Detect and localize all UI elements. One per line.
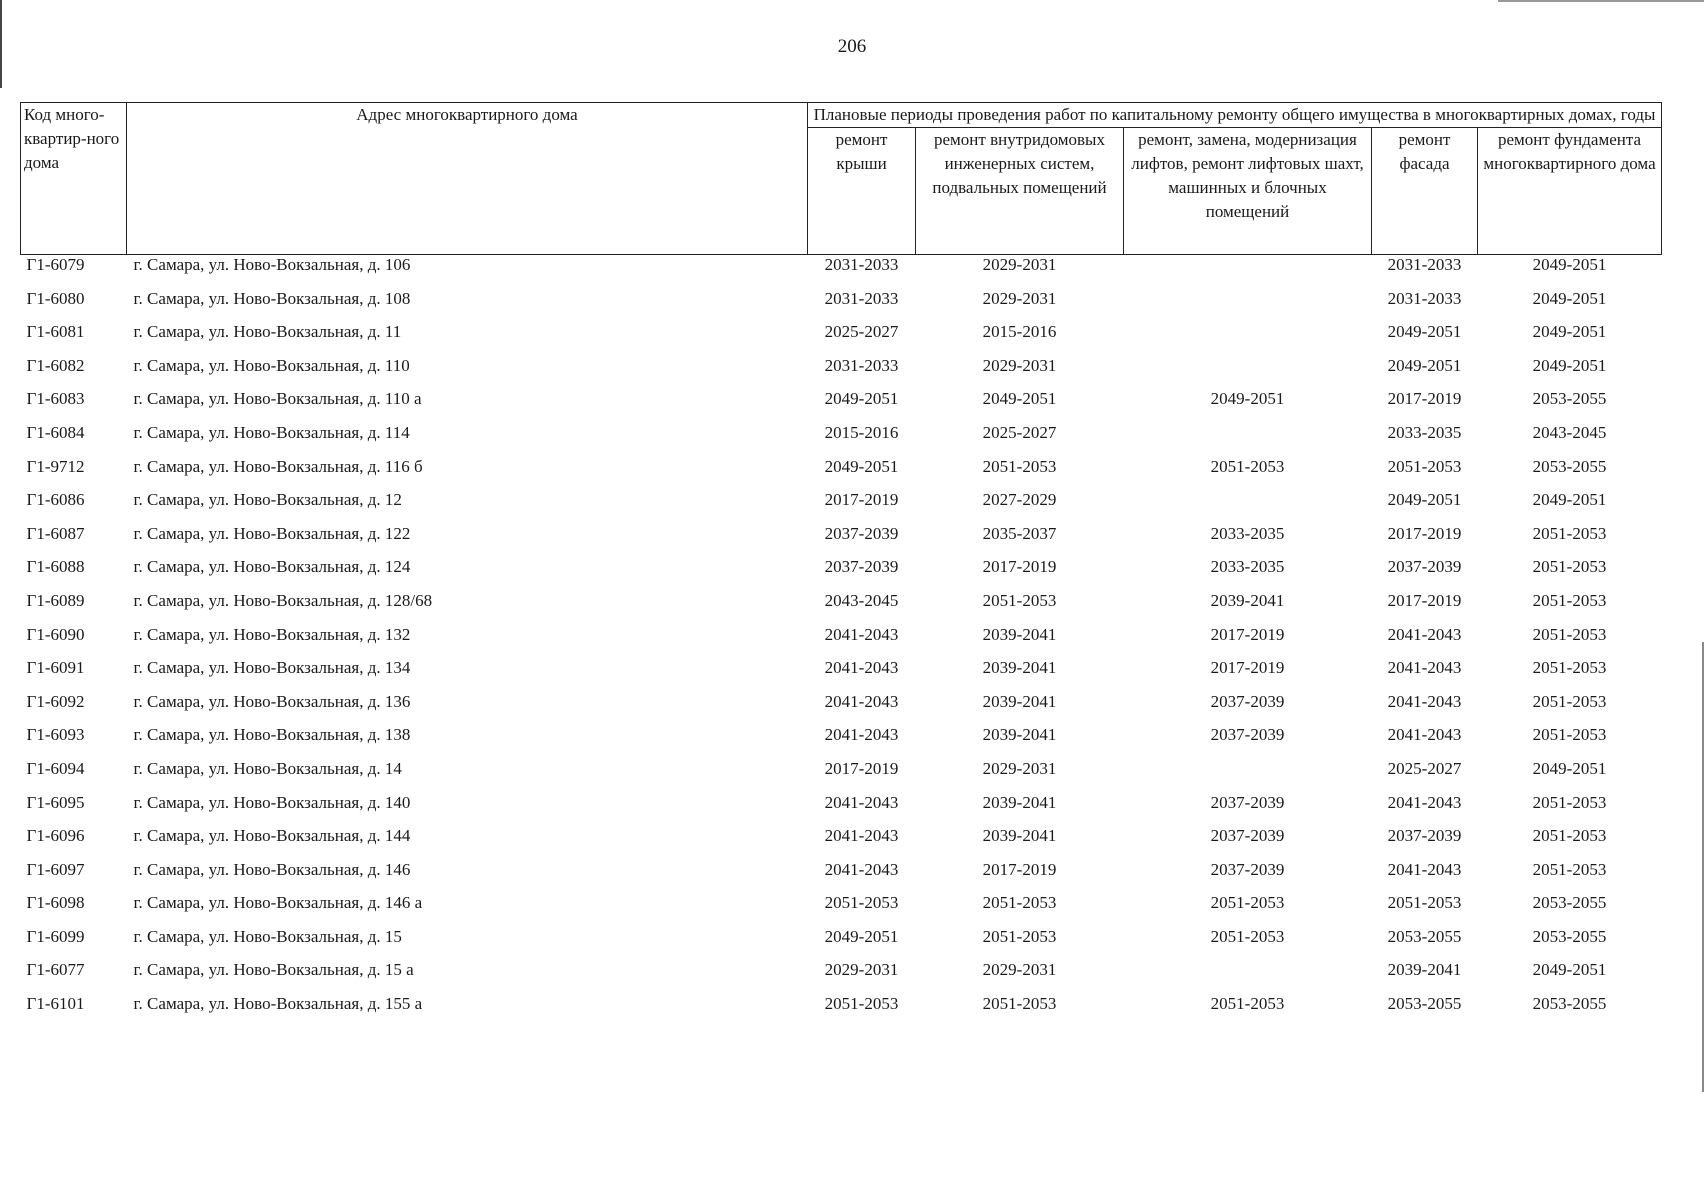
cell-roof: 2041-2043 xyxy=(824,725,899,745)
cell-lifts: 2051-2053 xyxy=(1210,926,1285,946)
cell-roof: 2043-2045 xyxy=(824,590,899,610)
cell-address: г. Самара, ул. Ново-Вокзальная, д. 11 xyxy=(133,322,402,342)
cell-foundation: 2051-2053 xyxy=(1532,859,1607,879)
cell-lifts: 2033-2035 xyxy=(1210,523,1285,543)
cell-code: Г1-6090 xyxy=(26,624,85,644)
cell-roof: 2051-2053 xyxy=(824,893,899,913)
cell-foundation: 2051-2053 xyxy=(1532,725,1607,745)
cell-facade: 2037-2039 xyxy=(1387,557,1462,577)
cell-lifts: 2049-2051 xyxy=(1210,389,1285,409)
cell-lifts xyxy=(1124,289,1372,323)
table-row xyxy=(21,423,1662,457)
cell-address: г. Самара, ул. Ново-Вокзальная, д. 146 xyxy=(133,859,411,879)
cell-facade: 2033-2035 xyxy=(1387,422,1462,442)
cell-code: Г1-6101 xyxy=(26,994,85,1014)
cell-code: Г1-6080 xyxy=(26,288,85,308)
cell-roof: 2017-2019 xyxy=(824,758,899,778)
table-row xyxy=(21,826,1662,860)
cell-facade: 2053-2055 xyxy=(1387,994,1462,1014)
cell-address: г. Самара, ул. Ново-Вокзальная, д. 134 xyxy=(133,658,411,678)
table-header xyxy=(21,103,1662,255)
cell-lifts: 2017-2019 xyxy=(1210,658,1285,678)
cell-roof: 2041-2043 xyxy=(824,826,899,846)
cell-lifts xyxy=(1124,322,1372,356)
cell-facade: 2039-2041 xyxy=(1387,960,1462,980)
cell-code: Г1-6092 xyxy=(26,691,85,711)
cell-address: г. Самара, ул. Ново-Вокзальная, д. 132 xyxy=(133,624,411,644)
cell-code: Г1-6097 xyxy=(26,859,85,879)
cell-facade: 2037-2039 xyxy=(1387,826,1462,846)
cell-foundation: 2049-2051 xyxy=(1532,960,1607,980)
cell-engineering: 2029-2031 xyxy=(982,355,1057,375)
header-facade: ремонт фасада xyxy=(1372,128,1478,255)
cell-engineering: 2051-2053 xyxy=(982,994,1057,1014)
cell-facade: 2017-2019 xyxy=(1387,590,1462,610)
cell-facade: 2049-2051 xyxy=(1387,490,1462,510)
cell-address: г. Самара, ул. Ново-Вокзальная, д. 106 xyxy=(133,255,411,274)
cell-engineering: 2017-2019 xyxy=(982,859,1057,879)
cell-roof: 2049-2051 xyxy=(824,926,899,946)
cell-engineering: 2035-2037 xyxy=(982,523,1057,543)
header-periods-group: Плановые периоды проведения работ по капитальному ремонту общего имущества в многоквартирных домах, годы xyxy=(808,103,1662,128)
cell-lifts xyxy=(1124,356,1372,390)
cell-roof: 2049-2051 xyxy=(824,389,899,409)
cell-facade: 2053-2055 xyxy=(1387,926,1462,946)
header-foundation: ремонт фундамента многоквартирного дома xyxy=(1478,128,1662,255)
cell-foundation: 2051-2053 xyxy=(1532,624,1607,644)
cell-address: г. Самара, ул. Ново-Вокзальная, д. 110 а xyxy=(133,389,422,409)
cell-foundation: 2051-2053 xyxy=(1532,826,1607,846)
cell-foundation: 2051-2053 xyxy=(1532,557,1607,577)
cell-code: Г1-6089 xyxy=(26,590,85,610)
cell-roof: 2049-2051 xyxy=(824,456,899,476)
cell-lifts: 2037-2039 xyxy=(1210,859,1285,879)
cell-lifts: 2017-2019 xyxy=(1210,624,1285,644)
cell-address: г. Самара, ул. Ново-Вокзальная, д. 146 а xyxy=(133,893,423,913)
table-row xyxy=(21,322,1662,356)
cell-engineering: 2039-2041 xyxy=(982,691,1057,711)
cell-address: г. Самара, ул. Ново-Вокзальная, д. 124 xyxy=(133,557,411,577)
cell-foundation: 2049-2051 xyxy=(1532,490,1607,510)
cell-lifts xyxy=(1124,423,1372,457)
cell-lifts: 2051-2053 xyxy=(1210,456,1285,476)
header-code: Код много-квартир-ного дома xyxy=(21,103,127,255)
cell-facade: 2041-2043 xyxy=(1387,624,1462,644)
table-row xyxy=(21,389,1662,423)
cell-roof: 2041-2043 xyxy=(824,658,899,678)
cell-roof: 2015-2016 xyxy=(824,422,899,442)
table-row xyxy=(21,356,1662,390)
cell-facade: 2017-2019 xyxy=(1387,523,1462,543)
cell-facade: 2041-2043 xyxy=(1387,725,1462,745)
cell-address: г. Самара, ул. Ново-Вокзальная, д. 110 xyxy=(133,355,410,375)
cell-address: г. Самара, ул. Ново-Вокзальная, д. 15 а xyxy=(133,960,414,980)
capital-repair-table xyxy=(20,102,1662,1028)
table-row xyxy=(21,457,1662,491)
cell-address: г. Самара, ул. Ново-Вокзальная, д. 128/68 xyxy=(133,590,433,610)
table-row xyxy=(21,759,1662,793)
cell-lifts xyxy=(1124,960,1372,994)
cell-foundation: 2053-2055 xyxy=(1532,456,1607,476)
cell-lifts: 2037-2039 xyxy=(1210,725,1285,745)
cell-address: г. Самара, ул. Ново-Вокзальная, д. 108 xyxy=(133,288,411,308)
cell-code: Г1-6081 xyxy=(26,322,85,342)
cell-engineering: 2025-2027 xyxy=(982,422,1057,442)
table-row xyxy=(21,692,1662,726)
cell-address: г. Самара, ул. Ново-Вокзальная, д. 14 xyxy=(133,758,402,778)
cell-address: г. Самара, ул. Ново-Вокзальная, д. 136 xyxy=(133,691,411,711)
cell-facade: 2031-2033 xyxy=(1387,288,1462,308)
table-row xyxy=(21,524,1662,558)
cell-address: г. Самара, ул. Ново-Вокзальная, д. 114 xyxy=(133,422,410,442)
scan-edge-top xyxy=(1498,0,1704,2)
cell-roof: 2025-2027 xyxy=(824,322,899,342)
cell-roof: 2041-2043 xyxy=(824,859,899,879)
cell-code: Г1-6091 xyxy=(26,658,85,678)
table-row xyxy=(21,289,1662,323)
table-row xyxy=(21,960,1662,994)
cell-lifts: 2033-2035 xyxy=(1210,557,1285,577)
cell-facade: 2049-2051 xyxy=(1387,322,1462,342)
cell-roof: 2041-2043 xyxy=(824,792,899,812)
cell-engineering: 2051-2053 xyxy=(982,926,1057,946)
cell-roof: 2051-2053 xyxy=(824,994,899,1014)
cell-code: Г1-6077 xyxy=(26,960,85,980)
cell-engineering: 2051-2053 xyxy=(982,456,1057,476)
cell-engineering: 2051-2053 xyxy=(982,590,1057,610)
cell-roof: 2041-2043 xyxy=(824,691,899,711)
cell-code: Г1-6084 xyxy=(26,422,85,442)
cell-engineering: 2039-2041 xyxy=(982,658,1057,678)
header-address: Адрес многоквартирного дома xyxy=(127,103,808,255)
cell-lifts xyxy=(1124,490,1372,524)
cell-lifts: 2051-2053 xyxy=(1210,893,1285,913)
cell-address: г. Самара, ул. Ново-Вокзальная, д. 138 xyxy=(133,725,411,745)
cell-lifts xyxy=(1124,255,1372,289)
cell-engineering: 2039-2041 xyxy=(982,792,1057,812)
cell-foundation: 2053-2055 xyxy=(1532,389,1607,409)
cell-lifts: 2037-2039 xyxy=(1210,691,1285,711)
cell-facade: 2051-2053 xyxy=(1387,456,1462,476)
table-row xyxy=(21,255,1662,289)
cell-code: Г1-6094 xyxy=(26,758,85,778)
cell-code: Г1-6099 xyxy=(26,926,85,946)
header-roof: ремонт крыши xyxy=(808,128,916,255)
cell-engineering: 2029-2031 xyxy=(982,288,1057,308)
cell-engineering: 2049-2051 xyxy=(982,389,1057,409)
cell-facade: 2041-2043 xyxy=(1387,792,1462,812)
header-engineering: ремонт внутридомовых инженерных систем, подвальных помещений xyxy=(916,128,1124,255)
table-row xyxy=(21,994,1662,1028)
cell-foundation: 2049-2051 xyxy=(1532,322,1607,342)
cell-facade: 2031-2033 xyxy=(1387,255,1462,274)
table-row xyxy=(21,490,1662,524)
cell-address: г. Самара, ул. Ново-Вокзальная, д. 15 xyxy=(133,926,402,946)
cell-roof: 2029-2031 xyxy=(824,960,899,980)
cell-lifts: 2051-2053 xyxy=(1210,994,1285,1014)
cell-engineering: 2029-2031 xyxy=(982,255,1057,274)
cell-engineering: 2027-2029 xyxy=(982,490,1057,510)
table-row xyxy=(21,860,1662,894)
cell-facade: 2049-2051 xyxy=(1387,355,1462,375)
table-row xyxy=(21,625,1662,659)
cell-foundation: 2051-2053 xyxy=(1532,590,1607,610)
cell-code: Г1-6098 xyxy=(26,893,85,913)
cell-address: г. Самара, ул. Ново-Вокзальная, д. 140 xyxy=(133,792,411,812)
cell-facade: 2051-2053 xyxy=(1387,893,1462,913)
cell-code: Г1-6088 xyxy=(26,557,85,577)
cell-lifts xyxy=(1124,759,1372,793)
table-row xyxy=(21,557,1662,591)
cell-code: Г1-6082 xyxy=(26,355,85,375)
cell-address: г. Самара, ул. Ново-Вокзальная, д. 144 xyxy=(133,826,411,846)
cell-foundation: 2053-2055 xyxy=(1532,893,1607,913)
cell-code: Г1-6086 xyxy=(26,490,85,510)
cell-foundation: 2053-2055 xyxy=(1532,926,1607,946)
cell-foundation: 2051-2053 xyxy=(1532,523,1607,543)
table-body xyxy=(21,255,1662,1028)
cell-engineering: 2017-2019 xyxy=(982,557,1057,577)
cell-foundation: 2049-2051 xyxy=(1532,288,1607,308)
cell-roof: 2031-2033 xyxy=(824,255,899,274)
table-row xyxy=(21,927,1662,961)
cell-code: Г1-6093 xyxy=(26,725,85,745)
cell-engineering: 2039-2041 xyxy=(982,725,1057,745)
cell-foundation: 2051-2053 xyxy=(1532,658,1607,678)
cell-roof: 2031-2033 xyxy=(824,355,899,375)
cell-facade: 2025-2027 xyxy=(1387,758,1462,778)
cell-foundation: 2049-2051 xyxy=(1532,355,1607,375)
cell-lifts: 2037-2039 xyxy=(1210,792,1285,812)
table-row xyxy=(21,793,1662,827)
table-row xyxy=(21,591,1662,625)
cell-engineering: 2029-2031 xyxy=(982,758,1057,778)
cell-roof: 2017-2019 xyxy=(824,490,899,510)
page-number: 206 xyxy=(837,36,867,57)
cell-facade: 2017-2019 xyxy=(1387,389,1462,409)
cell-lifts: 2039-2041 xyxy=(1210,590,1285,610)
cell-code: Г1-6083 xyxy=(26,389,85,409)
cell-foundation: 2053-2055 xyxy=(1532,994,1607,1014)
cell-foundation: 2051-2053 xyxy=(1532,792,1607,812)
cell-facade: 2041-2043 xyxy=(1387,859,1462,879)
cell-code: Г1-6096 xyxy=(26,826,85,846)
cell-lifts: 2037-2039 xyxy=(1210,826,1285,846)
cell-foundation: 2049-2051 xyxy=(1532,255,1607,274)
cell-code: Г1-9712 xyxy=(26,456,85,476)
cell-roof: 2037-2039 xyxy=(824,523,899,543)
cell-engineering: 2039-2041 xyxy=(982,624,1057,644)
cell-roof: 2041-2043 xyxy=(824,624,899,644)
cell-roof: 2031-2033 xyxy=(824,288,899,308)
table-row xyxy=(21,658,1662,692)
cell-engineering: 2051-2053 xyxy=(982,893,1057,913)
cell-engineering: 2015-2016 xyxy=(982,322,1057,342)
header-lifts: ремонт, замена, модернизация лифтов, ремонт лифтовых шахт, машинных и блочных помещений xyxy=(1124,128,1372,255)
cell-code: Г1-6079 xyxy=(26,255,85,274)
table-row xyxy=(21,893,1662,927)
cell-foundation: 2051-2053 xyxy=(1532,691,1607,711)
cell-address: г. Самара, ул. Ново-Вокзальная, д. 122 xyxy=(133,523,411,543)
cell-foundation: 2043-2045 xyxy=(1532,422,1607,442)
cell-facade: 2041-2043 xyxy=(1387,691,1462,711)
cell-code: Г1-6087 xyxy=(26,523,85,543)
cell-engineering: 2039-2041 xyxy=(982,826,1057,846)
cell-engineering: 2029-2031 xyxy=(982,960,1057,980)
cell-address: г. Самара, ул. Ново-Вокзальная, д. 155 а xyxy=(133,994,423,1014)
cell-roof: 2037-2039 xyxy=(824,557,899,577)
cell-code: Г1-6095 xyxy=(26,792,85,812)
cell-address: г. Самара, ул. Ново-Вокзальная, д. 116 б xyxy=(133,456,423,476)
cell-foundation: 2049-2051 xyxy=(1532,758,1607,778)
cell-address: г. Самара, ул. Ново-Вокзальная, д. 12 xyxy=(133,490,402,510)
cell-facade: 2041-2043 xyxy=(1387,658,1462,678)
table-row xyxy=(21,725,1662,759)
